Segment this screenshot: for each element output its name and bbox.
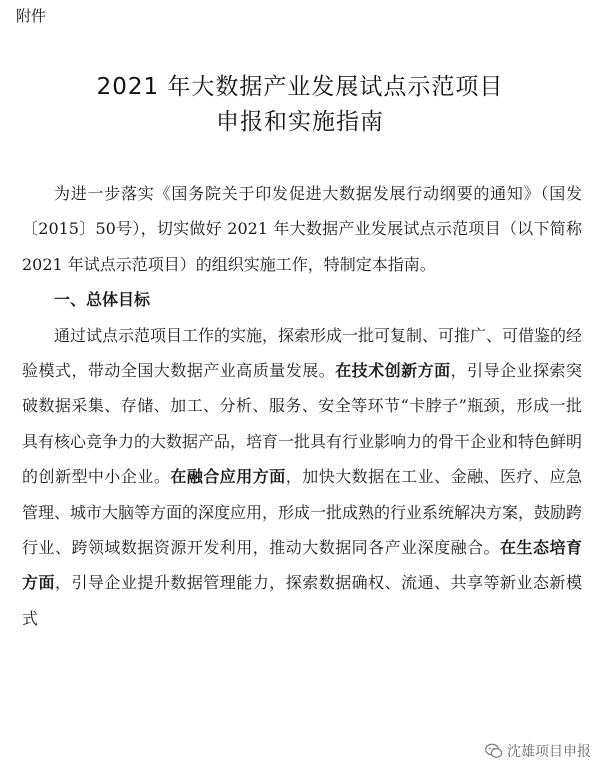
emphasis-integrated-application: 在融合应用方面 [170, 467, 286, 487]
paragraph-text-3: ，加快大数据在工业、金融、医疗、应急管理、城市大脑等方面的深度应用，形成一批成熟的行业系统解决方案，鼓励跨行业、跨领域数据资源开发利用，推动大数据同各产业深度融合。 [22, 467, 583, 558]
paragraph-text-4: ，引导企业提升数据管理能力，探索数据确权、流通、共享等新业态新模式 [22, 573, 582, 628]
document-body [22, 176, 582, 636]
section-heading: 一、总体目标 [54, 290, 151, 310]
document-title-line1: 2021 年大数据产业发展试点示范项目 [96, 74, 504, 100]
document-title-line2: 申报和实施指南 [216, 109, 384, 135]
attachment-label: 附件 [16, 7, 47, 25]
emphasis-tech-innovation: 在技术创新方面 [335, 361, 451, 381]
wechat-icon [485, 743, 503, 759]
watermark [482, 741, 594, 761]
paragraph-text-2: ，引导企业探索突破数据采集、存储、加工、分析、服务、安全等环节“卡脖子”瓶颈，形成一批具有核心竞争力的大数据产品，培育一批具有行业影响力的骨干企业和特色鲜明的创新型中小企业。 [22, 361, 583, 487]
section-paragraph [22, 318, 582, 637]
emphasis-ecosystem: 在生态培育方面 [22, 538, 582, 593]
watermark-text: 沈雄项目申报 [507, 744, 591, 760]
paragraph-text-1: 通过试点示范项目工作的实施，探索形成一批可复制、可推广、可借鉴的经验模式，带动全国大数据产业高质量发展。 [22, 325, 583, 381]
intro-paragraph: 为进一步落实《国务院关于印发促进大数据发展行动纲要的通知》（国发〔2015〕50号），切实做好 2021 年大数据产业发展试点示范项目（以下简称 2021 年试点示范项目）的组织实施工作，特制定本指南。 [22, 184, 582, 274]
